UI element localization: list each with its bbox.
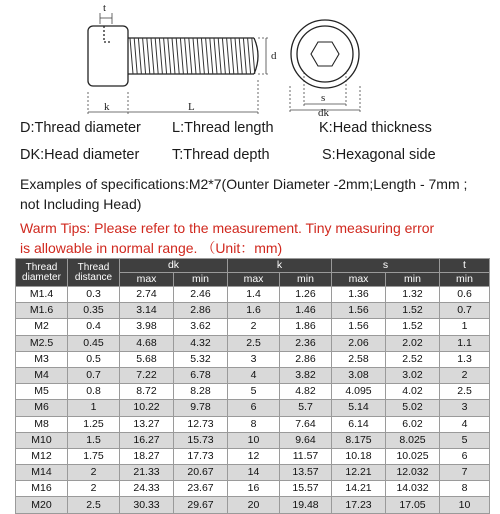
- table-cell: 8: [228, 416, 280, 432]
- table-cell: 14.032: [386, 481, 440, 497]
- thread-line: [172, 38, 175, 74]
- table-cell: 10: [228, 432, 280, 448]
- header-s: s: [332, 259, 440, 273]
- table-cell: 5.02: [386, 400, 440, 416]
- table-row: [16, 432, 490, 448]
- table-cell: 6.78: [174, 367, 228, 383]
- subheader-cell: max: [120, 273, 174, 287]
- header-thread-distance: [68, 259, 120, 287]
- table-cell: 17.05: [386, 497, 440, 513]
- label-k: k: [104, 101, 110, 113]
- table-row: [16, 400, 490, 416]
- table-cell: 1.86: [280, 319, 332, 335]
- table-cell: 16.27: [120, 432, 174, 448]
- screw-head: [88, 26, 128, 86]
- table-header-row: [16, 259, 490, 273]
- header-thread-diameter-line1: Thread: [25, 261, 58, 273]
- warm-tips: [20, 218, 495, 258]
- table-cell: 12.21: [332, 465, 386, 481]
- table-cell: 4.68: [120, 335, 174, 351]
- table-cell: 0.35: [68, 303, 120, 319]
- table-cell: M10: [16, 432, 68, 448]
- thread-line: [185, 38, 188, 74]
- table-cell: 1.36: [332, 287, 386, 303]
- table-cell: 3.08: [332, 367, 386, 383]
- table-cell: 17.23: [332, 497, 386, 513]
- thread-line: [159, 38, 162, 74]
- table-cell: 5: [228, 384, 280, 400]
- thread-line: [210, 38, 213, 74]
- table-cell: 2.5: [68, 497, 120, 513]
- thread-line: [164, 38, 167, 74]
- table-cell: 4: [440, 416, 490, 432]
- thread-line: [151, 38, 154, 74]
- table-cell: 6: [228, 400, 280, 416]
- table-row: [16, 351, 490, 367]
- table-cell: 2.5: [228, 335, 280, 351]
- header-thread-diameter: [16, 259, 68, 287]
- table-row: [16, 335, 490, 351]
- table-cell: 18.27: [120, 448, 174, 464]
- table-cell: 10.025: [386, 448, 440, 464]
- table-cell: 13.27: [120, 416, 174, 432]
- table-cell: M14: [16, 465, 68, 481]
- subheader-cell: min: [280, 273, 332, 287]
- subheader-cell: min: [386, 273, 440, 287]
- table-cell: 19.48: [280, 497, 332, 513]
- table-cell: 3.82: [280, 367, 332, 383]
- table-cell: 15.73: [174, 432, 228, 448]
- table-cell: 8.28: [174, 384, 228, 400]
- table-cell: 1.5: [68, 432, 120, 448]
- table-cell: 2: [68, 481, 120, 497]
- subheader-cell: min: [174, 273, 228, 287]
- table-cell: 2: [228, 319, 280, 335]
- header-dk: dk: [120, 259, 228, 273]
- table-cell: 1: [440, 319, 490, 335]
- table-cell: 17.73: [174, 448, 228, 464]
- legend-t: T:Thread depth: [172, 147, 270, 163]
- label-L: L: [188, 101, 195, 113]
- spec-table-body: [16, 287, 490, 514]
- legend-s: S:Hexagonal side: [322, 147, 436, 163]
- table-cell: 5.68: [120, 351, 174, 367]
- table-cell: 4.32: [174, 335, 228, 351]
- table-cell: M3: [16, 351, 68, 367]
- table-cell: 4.82: [280, 384, 332, 400]
- thread-line: [248, 38, 251, 74]
- table-cell: 0.8: [68, 384, 120, 400]
- table-cell: 2.86: [280, 351, 332, 367]
- thread-line: [214, 38, 217, 74]
- table-cell: 1.4: [228, 287, 280, 303]
- thread-line: [231, 38, 234, 74]
- table-cell: 1.75: [68, 448, 120, 464]
- table-cell: 0.3: [68, 287, 120, 303]
- table-cell: 3.14: [120, 303, 174, 319]
- legend-d: D:Thread diameter: [20, 120, 141, 136]
- table-row: [16, 448, 490, 464]
- thread-line: [227, 38, 230, 74]
- table-cell: 6.02: [386, 416, 440, 432]
- table-cell: 2.5: [440, 384, 490, 400]
- table-cell: 12: [228, 448, 280, 464]
- table-cell: 1.56: [332, 303, 386, 319]
- label-dk: dk: [318, 107, 329, 118]
- table-row: [16, 287, 490, 303]
- table-cell: 3.62: [174, 319, 228, 335]
- table-cell: 1.56: [332, 319, 386, 335]
- thread-line: [189, 38, 192, 74]
- table-cell: 8.72: [120, 384, 174, 400]
- table-cell: 2.46: [174, 287, 228, 303]
- thread-line: [130, 38, 133, 74]
- table-cell: 2.86: [174, 303, 228, 319]
- thread-line: [201, 38, 204, 74]
- header-k: k: [228, 259, 332, 273]
- example-line-2: not Including Head): [20, 196, 142, 212]
- table-cell: 9.64: [280, 432, 332, 448]
- table-cell: 24.33: [120, 481, 174, 497]
- table-cell: 1.26: [280, 287, 332, 303]
- table-cell: M1.4: [16, 287, 68, 303]
- table-cell: M2.5: [16, 335, 68, 351]
- table-cell: 0.7: [68, 367, 120, 383]
- table-cell: 0.7: [440, 303, 490, 319]
- table-cell: 5.14: [332, 400, 386, 416]
- table-cell: 7.22: [120, 367, 174, 383]
- thread-line: [222, 38, 225, 74]
- table-cell: 8.025: [386, 432, 440, 448]
- table-cell: 16: [228, 481, 280, 497]
- table-cell: 20: [228, 497, 280, 513]
- header-t: t: [440, 259, 490, 273]
- thread-line: [206, 38, 209, 74]
- table-cell: 4.095: [332, 384, 386, 400]
- thread-line: [193, 38, 196, 74]
- thread-line: [176, 38, 179, 74]
- table-cell: 5.7: [280, 400, 332, 416]
- table-cell: M5: [16, 384, 68, 400]
- table-cell: 10: [440, 497, 490, 513]
- header-thread-distance-line2: distance: [74, 271, 113, 283]
- legend-l: L:Thread length: [172, 120, 274, 136]
- header-thread-distance-line1: Thread: [77, 261, 110, 273]
- screw-end-view: [291, 20, 359, 88]
- table-row: [16, 481, 490, 497]
- table-cell: M12: [16, 448, 68, 464]
- table-cell: 4: [228, 367, 280, 383]
- table-cell: 6: [440, 448, 490, 464]
- table-cell: M2: [16, 319, 68, 335]
- table-cell: 1.6: [228, 303, 280, 319]
- specification-example: [20, 174, 490, 214]
- table-row: [16, 319, 490, 335]
- table-cell: 1.46: [280, 303, 332, 319]
- table-cell: M1.6: [16, 303, 68, 319]
- thread-line: [180, 38, 183, 74]
- table-cell: 1.52: [386, 319, 440, 335]
- subheader-cell: max: [332, 273, 386, 287]
- table-cell: M16: [16, 481, 68, 497]
- label-d: d: [271, 50, 277, 62]
- legend-k: K:Head thickness: [319, 120, 432, 136]
- table-cell: M6: [16, 400, 68, 416]
- thread-lines: [130, 38, 255, 74]
- table-cell: 2: [68, 465, 120, 481]
- subheader-cell: max: [228, 273, 280, 287]
- table-cell: 1.25: [68, 416, 120, 432]
- table-cell: 10.22: [120, 400, 174, 416]
- table-cell: 0.45: [68, 335, 120, 351]
- thread-line: [134, 38, 137, 74]
- table-cell: 30.33: [120, 497, 174, 513]
- tips-line-2: is allowable in normal range. （Unit：mm): [20, 240, 283, 256]
- table-row: [16, 497, 490, 513]
- table-row: [16, 416, 490, 432]
- table-cell: 2.02: [386, 335, 440, 351]
- table-cell: M8: [16, 416, 68, 432]
- table-cell: 12.032: [386, 465, 440, 481]
- table-cell: 5.32: [174, 351, 228, 367]
- table-cell: 4.02: [386, 384, 440, 400]
- table-cell: 13.57: [280, 465, 332, 481]
- label-t: t: [103, 2, 107, 14]
- table-row: [16, 367, 490, 383]
- table-cell: 1.3: [440, 351, 490, 367]
- thread-line: [218, 38, 221, 74]
- thread-line: [239, 38, 242, 74]
- table-cell: 3: [440, 400, 490, 416]
- table-cell: 3: [228, 351, 280, 367]
- table-cell: 14.21: [332, 481, 386, 497]
- tips-line-1: Warm Tips: Please refer to the measurement. Tiny measuring error: [20, 220, 435, 236]
- table-cell: 29.67: [174, 497, 228, 513]
- screw-diagram: [0, 0, 500, 118]
- thread-line: [147, 38, 150, 74]
- label-s: s: [321, 92, 326, 104]
- table-cell: 23.67: [174, 481, 228, 497]
- table-cell: 9.78: [174, 400, 228, 416]
- table-cell: 15.57: [280, 481, 332, 497]
- thread-line: [235, 38, 238, 74]
- table-cell: M4: [16, 367, 68, 383]
- table-cell: 1.52: [386, 303, 440, 319]
- table-cell: 2.36: [280, 335, 332, 351]
- table-cell: 8.175: [332, 432, 386, 448]
- thread-line: [143, 38, 146, 74]
- legend-dk: DK:Head diameter: [20, 147, 140, 163]
- header-thread-diameter-line2: diameter: [22, 271, 61, 283]
- table-cell: 0.6: [440, 287, 490, 303]
- table-cell: 2.74: [120, 287, 174, 303]
- table-cell: 20.67: [174, 465, 228, 481]
- subheader-cell: min: [440, 273, 490, 287]
- table-cell: 8: [440, 481, 490, 497]
- table-cell: 6.14: [332, 416, 386, 432]
- table-cell: 11.57: [280, 448, 332, 464]
- table-cell: 0.4: [68, 319, 120, 335]
- thread-line: [243, 38, 246, 74]
- thread-line: [168, 38, 171, 74]
- table-cell: 7.64: [280, 416, 332, 432]
- table-row: [16, 465, 490, 481]
- table-cell: 3.02: [386, 367, 440, 383]
- table-cell: 0.5: [68, 351, 120, 367]
- table-cell: 2.06: [332, 335, 386, 351]
- table-cell: 12.73: [174, 416, 228, 432]
- thread-line: [138, 38, 141, 74]
- table-cell: 14: [228, 465, 280, 481]
- table-cell: 1.1: [440, 335, 490, 351]
- thread-line: [252, 38, 255, 74]
- table-cell: 2: [440, 367, 490, 383]
- table-cell: 21.33: [120, 465, 174, 481]
- table-cell: 3.98: [120, 319, 174, 335]
- table-cell: 1.32: [386, 287, 440, 303]
- table-cell: 5: [440, 432, 490, 448]
- table-cell: 2.58: [332, 351, 386, 367]
- dimension-legend: [20, 120, 490, 166]
- table-cell: 7: [440, 465, 490, 481]
- table-cell: 10.18: [332, 448, 386, 464]
- table-cell: M20: [16, 497, 68, 513]
- thread-line: [155, 38, 158, 74]
- table-cell: 2.52: [386, 351, 440, 367]
- table-cell: 1: [68, 400, 120, 416]
- example-line-1: Examples of specifications:M2*7(Ounter Diameter -2mm;Length - 7mm ;: [20, 176, 468, 192]
- table-row: [16, 303, 490, 319]
- thread-line: [197, 38, 200, 74]
- spec-table: [15, 258, 490, 514]
- table-row: [16, 384, 490, 400]
